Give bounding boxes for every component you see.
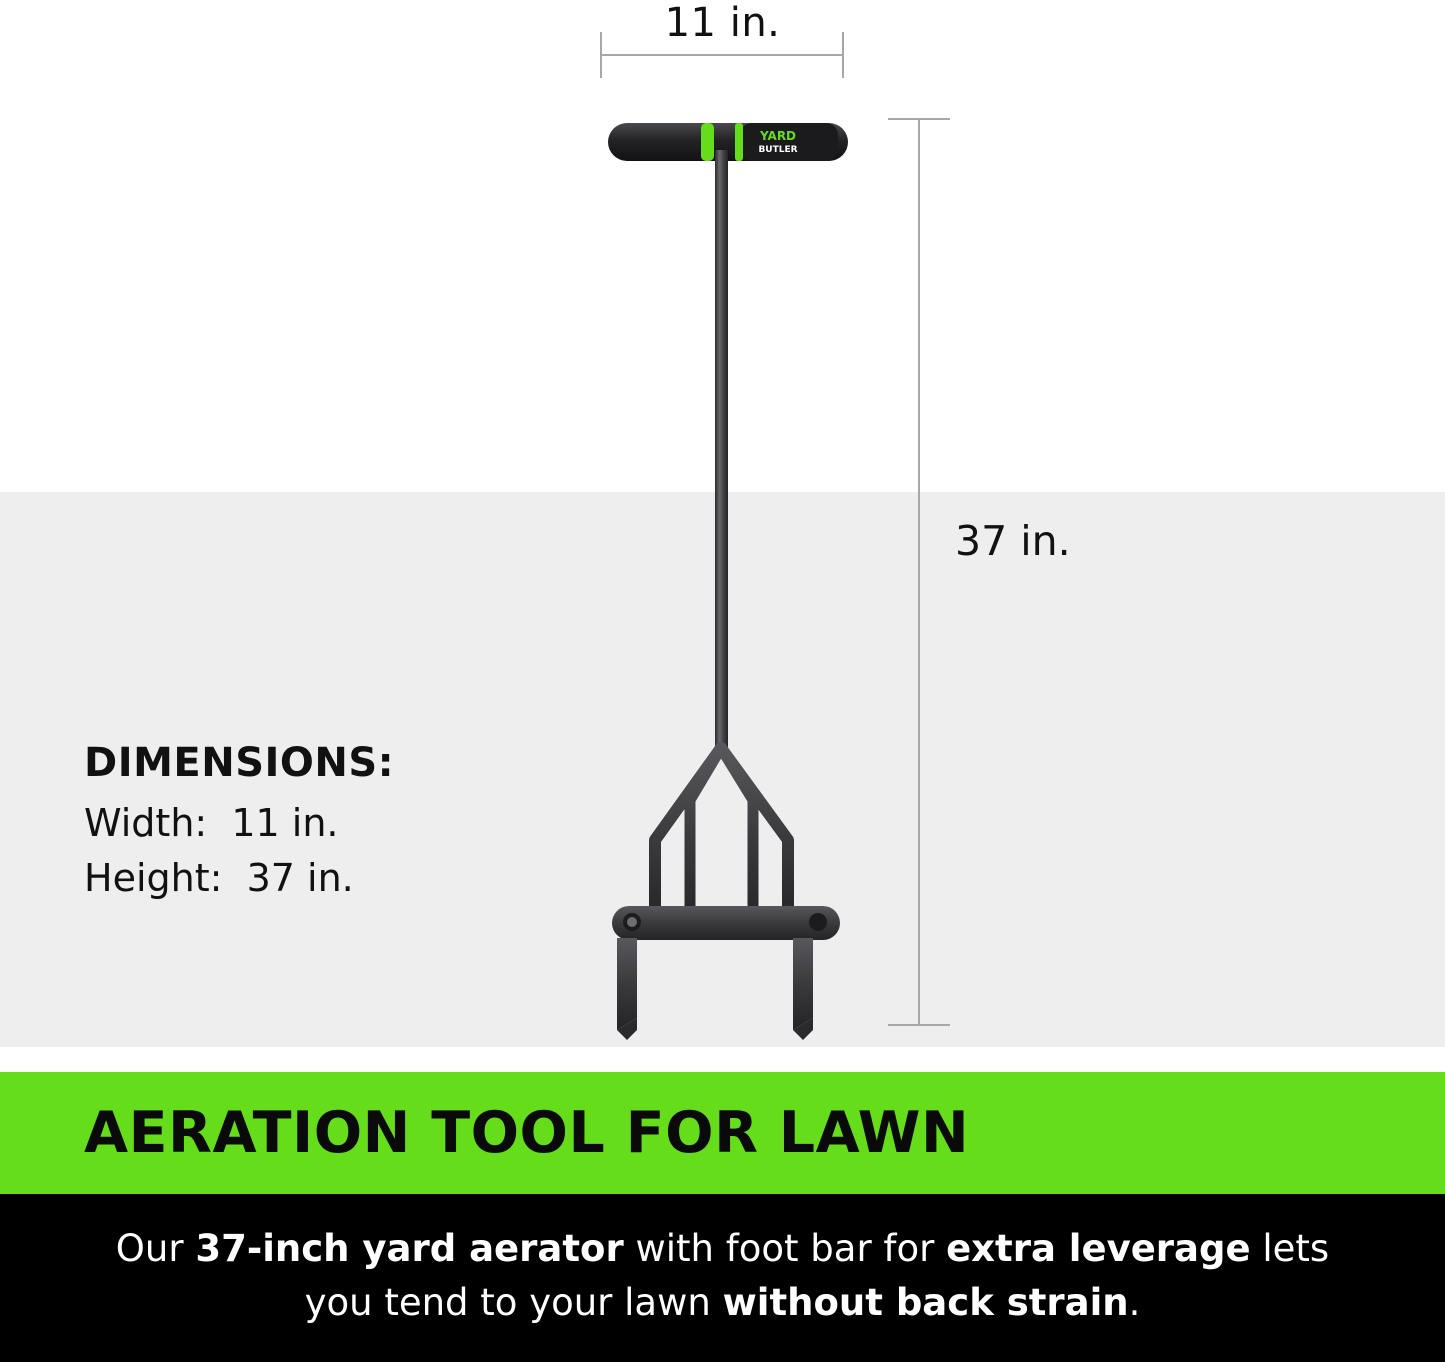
- body-copy-part1: Our: [115, 1227, 196, 1270]
- dimensions-width-line: Width: 11 in.: [84, 801, 339, 845]
- dimensions-text-block: [84, 740, 524, 906]
- height-dimension-callout: [888, 118, 952, 1028]
- body-copy-part4: .: [1128, 1280, 1141, 1324]
- height-dimension-line: [918, 120, 920, 1026]
- lawn-aerator-tool-icon: [560, 100, 890, 1050]
- svg-text:BUTLER: BUTLER: [758, 145, 798, 155]
- width-dimension-line: [601, 54, 844, 56]
- dimensions-height-line: Height: 37 in.: [84, 856, 354, 901]
- height-dimension-label: 37 in.: [955, 517, 1071, 565]
- dimensions-title: DIMENSIONS:: [84, 740, 395, 786]
- body-copy-bold2: extra leverage: [946, 1227, 1251, 1270]
- svg-text:YARD: YARD: [759, 129, 797, 143]
- body-copy-part3: lets you tend to your lawn: [304, 1227, 1330, 1324]
- headline-text: AERATION TOOL FOR LAWN: [84, 1100, 970, 1166]
- body-copy-bold1: 37-inch yard aerator: [195, 1227, 624, 1270]
- body-copy: [80, 1222, 1365, 1329]
- width-dimension-callout: [600, 0, 845, 90]
- body-copy-part2: with foot bar for: [623, 1227, 947, 1270]
- body-copy-bold3: without back strain: [722, 1280, 1129, 1324]
- width-dimension-label: 11 in.: [664, 0, 781, 46]
- background-band-white-divider: [0, 1047, 1445, 1072]
